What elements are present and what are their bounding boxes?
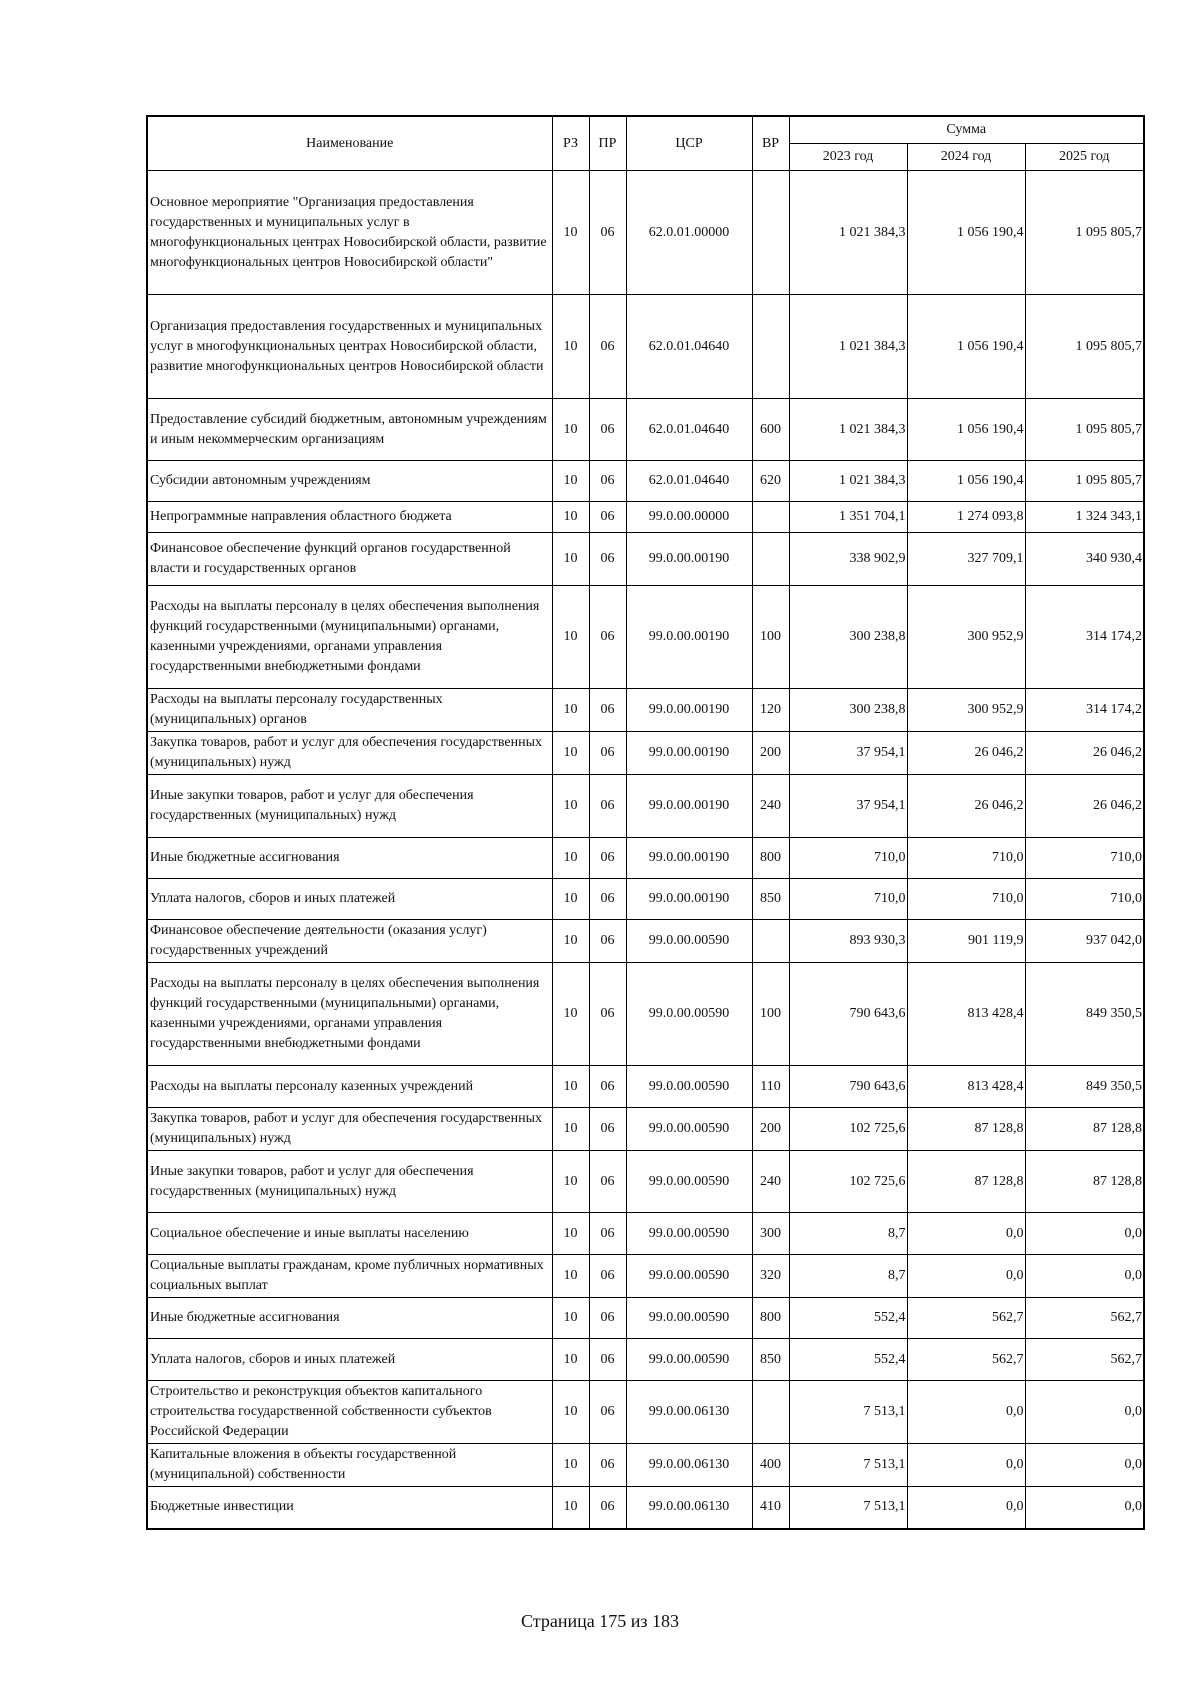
cell-name: Расходы на выплаты персоналу государственных (муниципальных) органов	[147, 689, 552, 732]
cell-pr: 06	[589, 879, 626, 920]
cell-2024: 0,0	[907, 1255, 1025, 1298]
cell-name: Капитальные вложения в объекты государственной (муниципальной) собственности	[147, 1444, 552, 1487]
cell-2025: 340 930,4	[1025, 533, 1144, 586]
cell-2024: 1 056 190,4	[907, 295, 1025, 399]
cell-rz: 10	[552, 1108, 589, 1151]
cell-2023: 7 513,1	[789, 1487, 907, 1529]
cell-2024: 26 046,2	[907, 732, 1025, 775]
cell-rz: 10	[552, 461, 589, 502]
cell-vr: 200	[752, 732, 789, 775]
cell-2023: 552,4	[789, 1339, 907, 1381]
cell-vr: 850	[752, 1339, 789, 1381]
cell-pr: 06	[589, 533, 626, 586]
cell-vr: 100	[752, 963, 789, 1066]
cell-pr: 06	[589, 295, 626, 399]
cell-csr: 99.0.00.06130	[626, 1444, 752, 1487]
cell-vr	[752, 533, 789, 586]
cell-name: Иные закупки товаров, работ и услуг для обеспечения государственных (муниципальных) нужд	[147, 775, 552, 838]
cell-2024: 562,7	[907, 1339, 1025, 1381]
cell-2025: 87 128,8	[1025, 1108, 1144, 1151]
cell-2024: 300 952,9	[907, 586, 1025, 689]
table-row	[147, 171, 1144, 295]
cell-2024: 813 428,4	[907, 963, 1025, 1066]
cell-2024: 1 056 190,4	[907, 399, 1025, 461]
cell-2025: 1 324 343,1	[1025, 502, 1144, 533]
header-rz: РЗ	[552, 116, 589, 171]
cell-rz: 10	[552, 171, 589, 295]
cell-rz: 10	[552, 1151, 589, 1213]
header-pr: ПР	[589, 116, 626, 171]
table-row	[147, 1444, 1144, 1487]
cell-rz: 10	[552, 963, 589, 1066]
cell-2024: 710,0	[907, 879, 1025, 920]
cell-pr: 06	[589, 1298, 626, 1339]
cell-rz: 10	[552, 1444, 589, 1487]
cell-csr: 99.0.00.00590	[626, 1066, 752, 1108]
cell-csr: 99.0.00.00190	[626, 533, 752, 586]
cell-csr: 99.0.00.06130	[626, 1381, 752, 1444]
cell-2023: 1 021 384,3	[789, 461, 907, 502]
cell-2025: 1 095 805,7	[1025, 295, 1144, 399]
cell-rz: 10	[552, 295, 589, 399]
cell-vr: 300	[752, 1213, 789, 1255]
cell-vr: 800	[752, 1298, 789, 1339]
table-body	[147, 171, 1144, 1529]
header-name: Наименование	[147, 116, 552, 171]
cell-2025: 710,0	[1025, 879, 1144, 920]
table-row	[147, 533, 1144, 586]
cell-2024: 0,0	[907, 1381, 1025, 1444]
header-csr: ЦСР	[626, 116, 752, 171]
header-sum: Сумма	[789, 116, 1144, 144]
cell-2023: 710,0	[789, 838, 907, 879]
cell-pr: 06	[589, 689, 626, 732]
cell-name: Субсидии автономным учреждениям	[147, 461, 552, 502]
cell-name: Расходы на выплаты персоналу в целях обеспечения выполнения функций государственными (муниципальными) органами, казенными учреждениями, органами управления государственными внебюджетными фондами	[147, 586, 552, 689]
cell-rz: 10	[552, 920, 589, 963]
table-row	[147, 1381, 1144, 1444]
cell-2025: 1 095 805,7	[1025, 171, 1144, 295]
cell-pr: 06	[589, 586, 626, 689]
header-2024: 2024 год	[907, 144, 1025, 171]
cell-name: Иные бюджетные ассигнования	[147, 838, 552, 879]
cell-2025: 849 350,5	[1025, 963, 1144, 1066]
cell-2023: 8,7	[789, 1255, 907, 1298]
cell-csr: 62.0.01.00000	[626, 171, 752, 295]
cell-2023: 338 902,9	[789, 533, 907, 586]
cell-csr: 99.0.00.06130	[626, 1487, 752, 1529]
cell-vr	[752, 171, 789, 295]
cell-name: Финансовое обеспечение функций органов государственной власти и государственных органов	[147, 533, 552, 586]
cell-vr: 600	[752, 399, 789, 461]
table-row	[147, 879, 1144, 920]
cell-rz: 10	[552, 1066, 589, 1108]
cell-vr: 320	[752, 1255, 789, 1298]
cell-2023: 102 725,6	[789, 1108, 907, 1151]
cell-2025: 314 174,2	[1025, 586, 1144, 689]
cell-name: Предоставление субсидий бюджетным, автономным учреждениям и иным некоммерческим организациям	[147, 399, 552, 461]
cell-pr: 06	[589, 1151, 626, 1213]
table-row	[147, 732, 1144, 775]
cell-rz: 10	[552, 879, 589, 920]
cell-2024: 87 128,8	[907, 1151, 1025, 1213]
header-vr: ВР	[752, 116, 789, 171]
table-row	[147, 775, 1144, 838]
cell-csr: 99.0.00.00190	[626, 689, 752, 732]
cell-csr: 62.0.01.04640	[626, 295, 752, 399]
cell-csr: 99.0.00.00190	[626, 838, 752, 879]
table-row	[147, 838, 1144, 879]
cell-name: Уплата налогов, сборов и иных платежей	[147, 1339, 552, 1381]
cell-2024: 1 056 190,4	[907, 461, 1025, 502]
cell-2025: 562,7	[1025, 1339, 1144, 1381]
cell-2025: 0,0	[1025, 1381, 1144, 1444]
cell-pr: 06	[589, 732, 626, 775]
cell-name: Уплата налогов, сборов и иных платежей	[147, 879, 552, 920]
cell-pr: 06	[589, 1213, 626, 1255]
cell-pr: 06	[589, 1444, 626, 1487]
cell-2025: 26 046,2	[1025, 775, 1144, 838]
cell-rz: 10	[552, 1298, 589, 1339]
cell-2024: 0,0	[907, 1444, 1025, 1487]
cell-vr: 850	[752, 879, 789, 920]
header-2025: 2025 год	[1025, 144, 1144, 171]
cell-name: Социальные выплаты гражданам, кроме публичных нормативных социальных выплат	[147, 1255, 552, 1298]
cell-2023: 1 021 384,3	[789, 171, 907, 295]
table-row	[147, 295, 1144, 399]
cell-vr: 110	[752, 1066, 789, 1108]
cell-name: Иные закупки товаров, работ и услуг для обеспечения государственных (муниципальных) нужд	[147, 1151, 552, 1213]
cell-rz: 10	[552, 838, 589, 879]
table-row	[147, 1151, 1144, 1213]
cell-2023: 8,7	[789, 1213, 907, 1255]
cell-vr: 800	[752, 838, 789, 879]
cell-csr: 99.0.00.00590	[626, 1151, 752, 1213]
cell-2023: 710,0	[789, 879, 907, 920]
cell-name: Строительство и реконструкция объектов капитального строительства государственной собственности субъектов Российской Федерации	[147, 1381, 552, 1444]
cell-2025: 314 174,2	[1025, 689, 1144, 732]
table-row	[147, 586, 1144, 689]
cell-vr: 620	[752, 461, 789, 502]
table-row	[147, 1066, 1144, 1108]
cell-pr: 06	[589, 920, 626, 963]
cell-rz: 10	[552, 533, 589, 586]
cell-2025: 0,0	[1025, 1487, 1144, 1529]
cell-2024: 0,0	[907, 1213, 1025, 1255]
cell-rz: 10	[552, 1213, 589, 1255]
cell-pr: 06	[589, 1255, 626, 1298]
cell-2024: 1 056 190,4	[907, 171, 1025, 295]
cell-pr: 06	[589, 963, 626, 1066]
cell-name: Бюджетные инвестиции	[147, 1487, 552, 1529]
cell-name: Иные бюджетные ассигнования	[147, 1298, 552, 1339]
table-row	[147, 920, 1144, 963]
cell-2023: 893 930,3	[789, 920, 907, 963]
cell-csr: 99.0.00.00190	[626, 732, 752, 775]
cell-csr: 99.0.00.00590	[626, 1298, 752, 1339]
cell-csr: 62.0.01.04640	[626, 399, 752, 461]
cell-rz: 10	[552, 775, 589, 838]
cell-rz: 10	[552, 689, 589, 732]
cell-2023: 37 954,1	[789, 732, 907, 775]
cell-vr	[752, 1381, 789, 1444]
cell-rz: 10	[552, 502, 589, 533]
cell-2025: 1 095 805,7	[1025, 399, 1144, 461]
cell-2023: 552,4	[789, 1298, 907, 1339]
cell-csr: 99.0.00.00590	[626, 1213, 752, 1255]
cell-2023: 300 238,8	[789, 689, 907, 732]
cell-vr: 240	[752, 1151, 789, 1213]
table-row	[147, 1298, 1144, 1339]
table-row	[147, 399, 1144, 461]
cell-2023: 37 954,1	[789, 775, 907, 838]
cell-2023: 790 643,6	[789, 1066, 907, 1108]
table-row	[147, 963, 1144, 1066]
table-row	[147, 502, 1144, 533]
cell-2025: 26 046,2	[1025, 732, 1144, 775]
cell-csr: 99.0.00.00590	[626, 1108, 752, 1151]
cell-csr: 99.0.00.00190	[626, 775, 752, 838]
cell-vr: 200	[752, 1108, 789, 1151]
cell-2023: 1 021 384,3	[789, 295, 907, 399]
cell-2025: 849 350,5	[1025, 1066, 1144, 1108]
cell-name: Организация предоставления государственных и муниципальных услуг в многофункциональных центрах Новосибирской области, развитие многофункциональных центров Новосибирской области	[147, 295, 552, 399]
cell-vr: 100	[752, 586, 789, 689]
table-row	[147, 461, 1144, 502]
cell-pr: 06	[589, 399, 626, 461]
cell-csr: 99.0.00.00590	[626, 1255, 752, 1298]
cell-vr	[752, 502, 789, 533]
cell-name: Основное мероприятие "Организация предоставления государственных и муниципальных услуг в многофункциональных центрах Новосибирской области, развитие многофункциональных центров Новосибирской области"	[147, 171, 552, 295]
cell-pr: 06	[589, 1487, 626, 1529]
cell-pr: 06	[589, 461, 626, 502]
cell-pr: 06	[589, 1066, 626, 1108]
budget-table	[146, 115, 1145, 1530]
cell-vr: 240	[752, 775, 789, 838]
cell-rz: 10	[552, 399, 589, 461]
cell-pr: 06	[589, 1381, 626, 1444]
cell-name: Непрограммные направления областного бюджета	[147, 502, 552, 533]
cell-rz: 10	[552, 732, 589, 775]
cell-rz: 10	[552, 1255, 589, 1298]
cell-name: Закупка товаров, работ и услуг для обеспечения государственных (муниципальных) нужд	[147, 1108, 552, 1151]
cell-rz: 10	[552, 1381, 589, 1444]
cell-2025: 0,0	[1025, 1255, 1144, 1298]
cell-2025: 937 042,0	[1025, 920, 1144, 963]
cell-2023: 300 238,8	[789, 586, 907, 689]
cell-csr: 99.0.00.00000	[626, 502, 752, 533]
cell-2024: 0,0	[907, 1487, 1025, 1529]
cell-vr: 120	[752, 689, 789, 732]
cell-pr: 06	[589, 1108, 626, 1151]
table-row	[147, 689, 1144, 732]
cell-2025: 0,0	[1025, 1213, 1144, 1255]
table-row	[147, 1213, 1144, 1255]
cell-name: Социальное обеспечение и иные выплаты населению	[147, 1213, 552, 1255]
cell-2024: 300 952,9	[907, 689, 1025, 732]
cell-vr: 410	[752, 1487, 789, 1529]
cell-csr: 99.0.00.00590	[626, 963, 752, 1066]
cell-2023: 1 351 704,1	[789, 502, 907, 533]
cell-name: Закупка товаров, работ и услуг для обеспечения государственных (муниципальных) нужд	[147, 732, 552, 775]
cell-2024: 710,0	[907, 838, 1025, 879]
table-row	[147, 1487, 1144, 1529]
cell-vr	[752, 920, 789, 963]
cell-2023: 102 725,6	[789, 1151, 907, 1213]
cell-name: Расходы на выплаты персоналу в целях обеспечения выполнения функций государственными (муниципальными) органами, казенными учреждениями, органами управления государственными внебюджетными фондами	[147, 963, 552, 1066]
cell-csr: 99.0.00.00190	[626, 879, 752, 920]
cell-rz: 10	[552, 1339, 589, 1381]
cell-2023: 790 643,6	[789, 963, 907, 1066]
cell-2024: 26 046,2	[907, 775, 1025, 838]
page-number: Страница 175 из 183	[521, 1611, 679, 1631]
cell-2023: 1 021 384,3	[789, 399, 907, 461]
cell-csr: 62.0.01.04640	[626, 461, 752, 502]
cell-rz: 10	[552, 586, 589, 689]
cell-pr: 06	[589, 171, 626, 295]
cell-rz: 10	[552, 1487, 589, 1529]
cell-vr	[752, 295, 789, 399]
cell-2024: 901 119,9	[907, 920, 1025, 963]
cell-2024: 1 274 093,8	[907, 502, 1025, 533]
cell-2024: 813 428,4	[907, 1066, 1025, 1108]
table-row	[147, 1339, 1144, 1381]
table-row	[147, 1255, 1144, 1298]
cell-csr: 99.0.00.00590	[626, 1339, 752, 1381]
cell-2024: 327 709,1	[907, 533, 1025, 586]
cell-2025: 710,0	[1025, 838, 1144, 879]
cell-pr: 06	[589, 775, 626, 838]
cell-2024: 87 128,8	[907, 1108, 1025, 1151]
table-header	[147, 116, 1144, 171]
cell-csr: 99.0.00.00190	[626, 586, 752, 689]
cell-csr: 99.0.00.00590	[626, 920, 752, 963]
cell-vr: 400	[752, 1444, 789, 1487]
cell-2025: 562,7	[1025, 1298, 1144, 1339]
cell-pr: 06	[589, 838, 626, 879]
cell-2023: 7 513,1	[789, 1444, 907, 1487]
cell-pr: 06	[589, 502, 626, 533]
table-row	[147, 1108, 1144, 1151]
header-2023: 2023 год	[789, 144, 907, 171]
cell-2025: 1 095 805,7	[1025, 461, 1144, 502]
cell-2024: 562,7	[907, 1298, 1025, 1339]
cell-2025: 0,0	[1025, 1444, 1144, 1487]
cell-name: Финансовое обеспечение деятельности (оказания услуг) государственных учреждений	[147, 920, 552, 963]
cell-pr: 06	[589, 1339, 626, 1381]
cell-2023: 7 513,1	[789, 1381, 907, 1444]
cell-2025: 87 128,8	[1025, 1151, 1144, 1213]
cell-name: Расходы на выплаты персоналу казенных учреждений	[147, 1066, 552, 1108]
